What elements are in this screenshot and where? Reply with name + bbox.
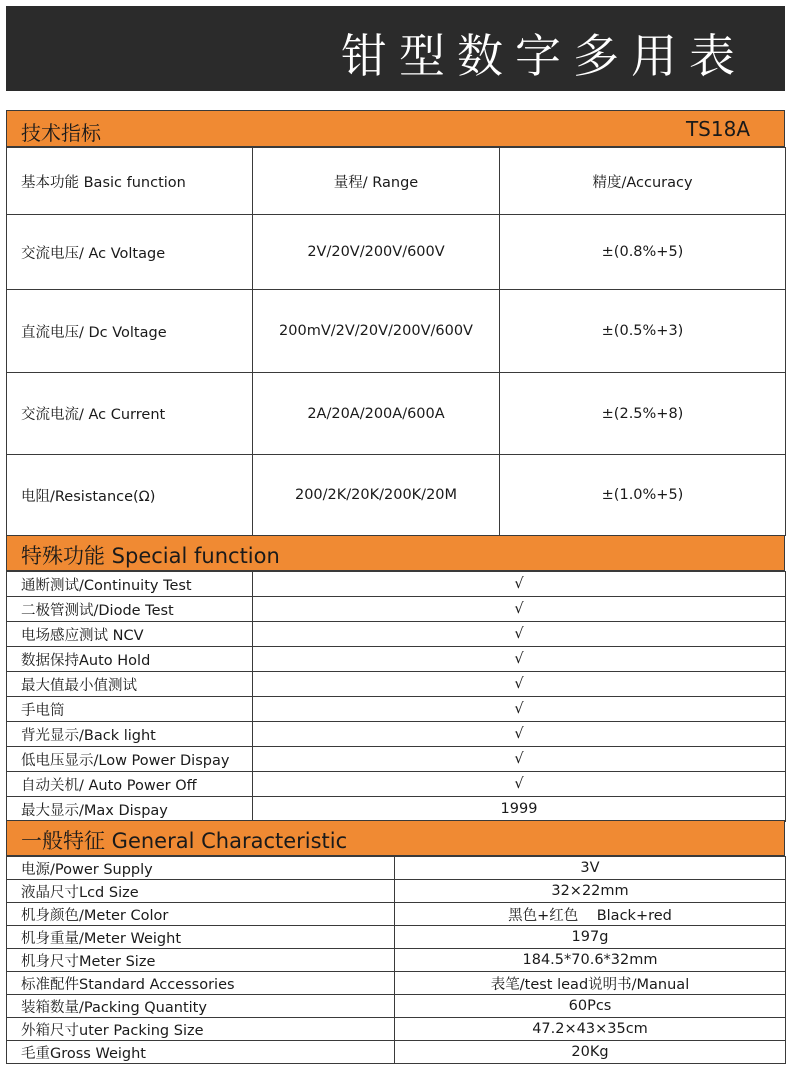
- accuracy-cell: ±(1.0%+5): [500, 455, 786, 536]
- feature-label: 手电筒: [7, 697, 253, 722]
- table-row: [7, 597, 786, 622]
- range-cell: 2V/20V/200V/600V: [253, 215, 500, 290]
- feature-value: √: [253, 772, 786, 797]
- table-row: [7, 747, 786, 772]
- feature-label: 低电压显示/Low Power Dispay: [7, 747, 253, 772]
- spec-section-title: 技术指标: [21, 121, 101, 145]
- characteristic-value: 3V: [395, 857, 786, 880]
- table-row: [7, 215, 786, 290]
- table-row: [7, 290, 786, 373]
- accuracy-header: 精度/Accuracy: [500, 148, 786, 215]
- feature-value: √: [253, 672, 786, 697]
- function-header: 基本功能 Basic function: [7, 148, 253, 215]
- characteristic-label: 外箱尺寸uter Packing Size: [7, 1018, 395, 1041]
- range-cell: 2A/20A/200A/600A: [253, 373, 500, 455]
- table-row: [7, 857, 786, 880]
- feature-value: 1999: [253, 797, 786, 822]
- accuracy-cell: ±(2.5%+8): [500, 373, 786, 455]
- table-row: [7, 880, 786, 903]
- function-cell: 电阻/Resistance(Ω): [7, 455, 253, 536]
- range-cell: 200/2K/20K/200K/20M: [253, 455, 500, 536]
- table-row: [7, 797, 786, 822]
- feature-label: 背光显示/Back light: [7, 722, 253, 747]
- table-row: [7, 572, 786, 597]
- function-cell: 交流电压/ Ac Voltage: [7, 215, 253, 290]
- range-header: 量程/ Range: [253, 148, 500, 215]
- function-cell: 直流电压/ Dc Voltage: [7, 290, 253, 373]
- characteristic-label: 液晶尺寸Lcd Size: [7, 880, 395, 903]
- table-row: [7, 1041, 786, 1064]
- spec-table: [6, 147, 786, 536]
- general-section-title: 一般特征 General Characteristic: [21, 829, 348, 853]
- feature-value: √: [253, 747, 786, 772]
- feature-label: 通断测试/Continuity Test: [7, 572, 253, 597]
- table-row: [7, 1018, 786, 1041]
- characteristic-value: 20Kg: [395, 1041, 786, 1064]
- characteristic-label: 电源/Power Supply: [7, 857, 395, 880]
- feature-value: √: [253, 597, 786, 622]
- feature-label: 最大值最小值测试: [7, 672, 253, 697]
- characteristic-value: 黑色+红色 Black+red: [395, 903, 786, 926]
- accuracy-cell: ±(0.5%+3): [500, 290, 786, 373]
- characteristic-label: 机身颜色/Meter Color: [7, 903, 395, 926]
- special-section-header: [6, 535, 785, 571]
- special-table: [6, 571, 786, 822]
- feature-value: √: [253, 622, 786, 647]
- general-section-header: [6, 820, 785, 856]
- table-row: [7, 772, 786, 797]
- characteristic-value: 184.5*70.6*32mm: [395, 949, 786, 972]
- table-row: [7, 647, 786, 672]
- table-row: [7, 622, 786, 647]
- title-banner: [6, 6, 785, 91]
- table-row: [7, 972, 786, 995]
- characteristic-label: 装箱数量/Packing Quantity: [7, 995, 395, 1018]
- feature-value: √: [253, 647, 786, 672]
- spec-section-header: [6, 110, 785, 147]
- table-row: [7, 722, 786, 747]
- characteristic-value: 60Pcs: [395, 995, 786, 1018]
- model-number: TS18A: [685, 117, 750, 141]
- characteristic-value: 197g: [395, 926, 786, 949]
- feature-label: 二极管测试/Diode Test: [7, 597, 253, 622]
- feature-value: √: [253, 572, 786, 597]
- range-cell: 200mV/2V/20V/200V/600V: [253, 290, 500, 373]
- table-row: [7, 903, 786, 926]
- spec-header-row: [7, 148, 786, 215]
- characteristic-label: 标准配件Standard Accessories: [7, 972, 395, 995]
- feature-value: √: [253, 697, 786, 722]
- general-table: [6, 856, 786, 1064]
- page-title: 钳型数字多用表: [341, 29, 747, 83]
- table-row: [7, 926, 786, 949]
- characteristic-value: 表笔/test lead说明书/Manual: [395, 972, 786, 995]
- table-row: [7, 455, 786, 536]
- feature-value: √: [253, 722, 786, 747]
- characteristic-label: 机身尺寸Meter Size: [7, 949, 395, 972]
- feature-label: 数据保持Auto Hold: [7, 647, 253, 672]
- table-row: [7, 697, 786, 722]
- table-row: [7, 672, 786, 697]
- feature-label: 自动关机/ Auto Power Off: [7, 772, 253, 797]
- characteristic-value: 32×22mm: [395, 880, 786, 903]
- characteristic-label: 毛重Gross Weight: [7, 1041, 395, 1064]
- feature-label: 电场感应测试 NCV: [7, 622, 253, 647]
- characteristic-value: 47.2×43×35cm: [395, 1018, 786, 1041]
- characteristic-label: 机身重量/Meter Weight: [7, 926, 395, 949]
- feature-label: 最大显示/Max Dispay: [7, 797, 253, 822]
- table-row: [7, 995, 786, 1018]
- table-row: [7, 949, 786, 972]
- function-cell: 交流电流/ Ac Current: [7, 373, 253, 455]
- accuracy-cell: ±(0.8%+5): [500, 215, 786, 290]
- table-row: [7, 373, 786, 455]
- special-section-title: 特殊功能 Special function: [21, 544, 280, 568]
